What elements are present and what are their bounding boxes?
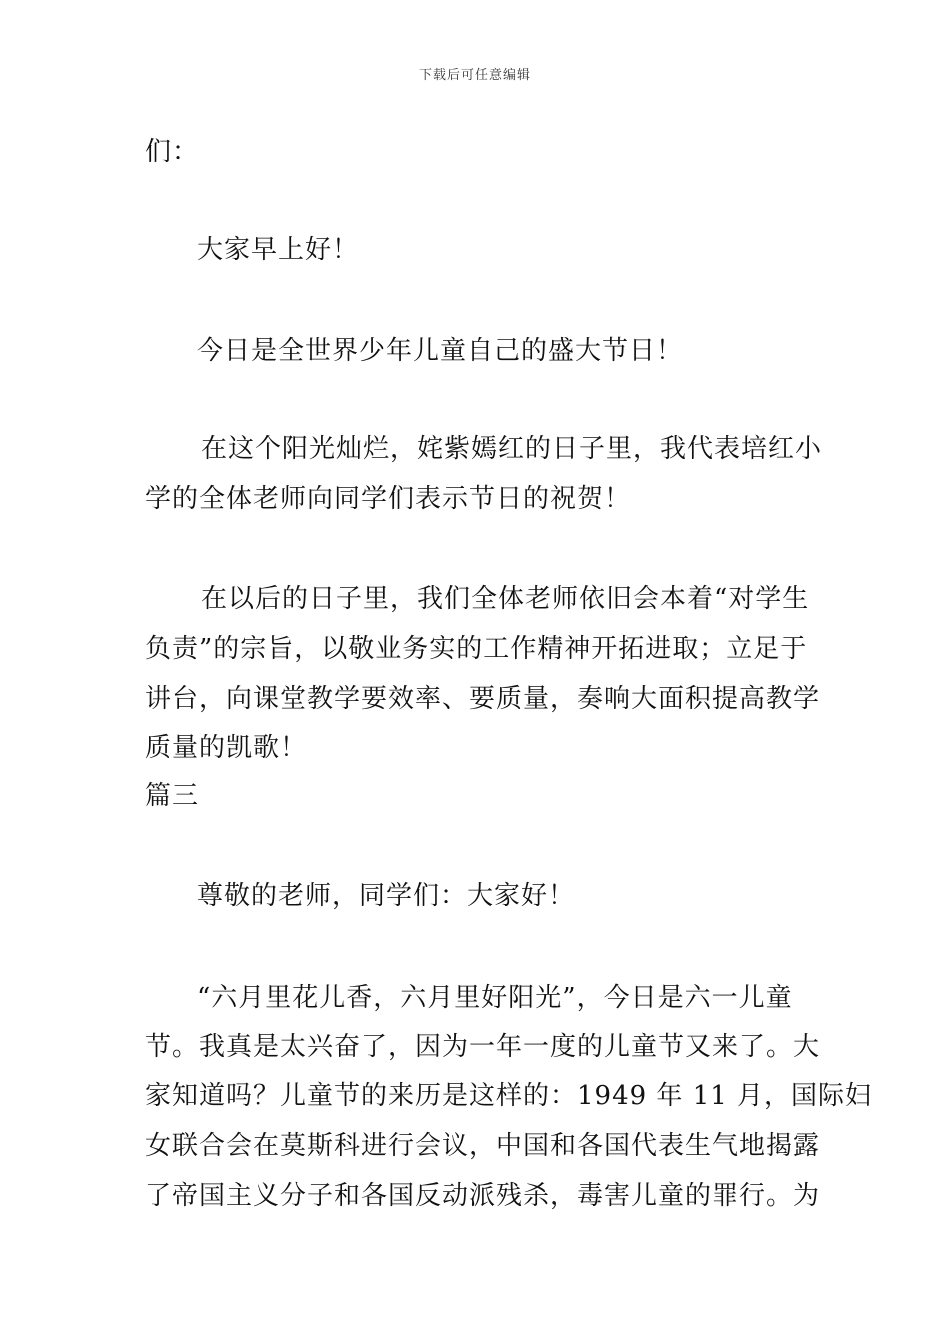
text-line: 今日是全世界少年儿童自己的盛大节日！ [197, 336, 684, 366]
text-line: 在这个阳光灿烂，姹紫嫣红的日子里，我代表培红小 [201, 434, 823, 464]
text-line: 学的全体老师向同学们表示节日的祝贺！ [145, 484, 632, 514]
text-line: 了帝国主义分子和各国反动派残杀，毒害儿童的罪行。为 [145, 1181, 821, 1211]
text-line: 们： [145, 137, 200, 167]
text-line: 质量的凯歌！ [145, 733, 308, 763]
text-line: 大家早上好！ [197, 235, 360, 265]
text-line: “六月里花儿香，六月里好阳光”，今日是六一儿童 [197, 983, 793, 1013]
text-line: 在以后的日子里，我们全体老师依旧会本着“对学生 [201, 584, 810, 614]
page-header: 下载后可任意编辑 [418, 68, 531, 83]
text-line: 尊敬的老师，同学们：大家好！ [197, 881, 576, 911]
text-line: 节。我真是太兴奋了，因为一年一度的儿童节又来了。大 [145, 1032, 821, 1062]
section-heading: 篇三 [145, 781, 200, 811]
text-line: 负责”的宗旨，以敬业务实的工作精神开拓进取；立足于 [145, 634, 808, 664]
text-line: 女联合会在莫斯科进行会议，中国和各国代表生气地揭露 [145, 1131, 821, 1161]
text-line: 家知道吗？儿童节的来历是这样的：1949 年 11 月，国际妇 [145, 1081, 873, 1111]
text-line: 讲台，向课堂教学要效率、要质量，奏响大面积提高教学 [145, 684, 821, 714]
